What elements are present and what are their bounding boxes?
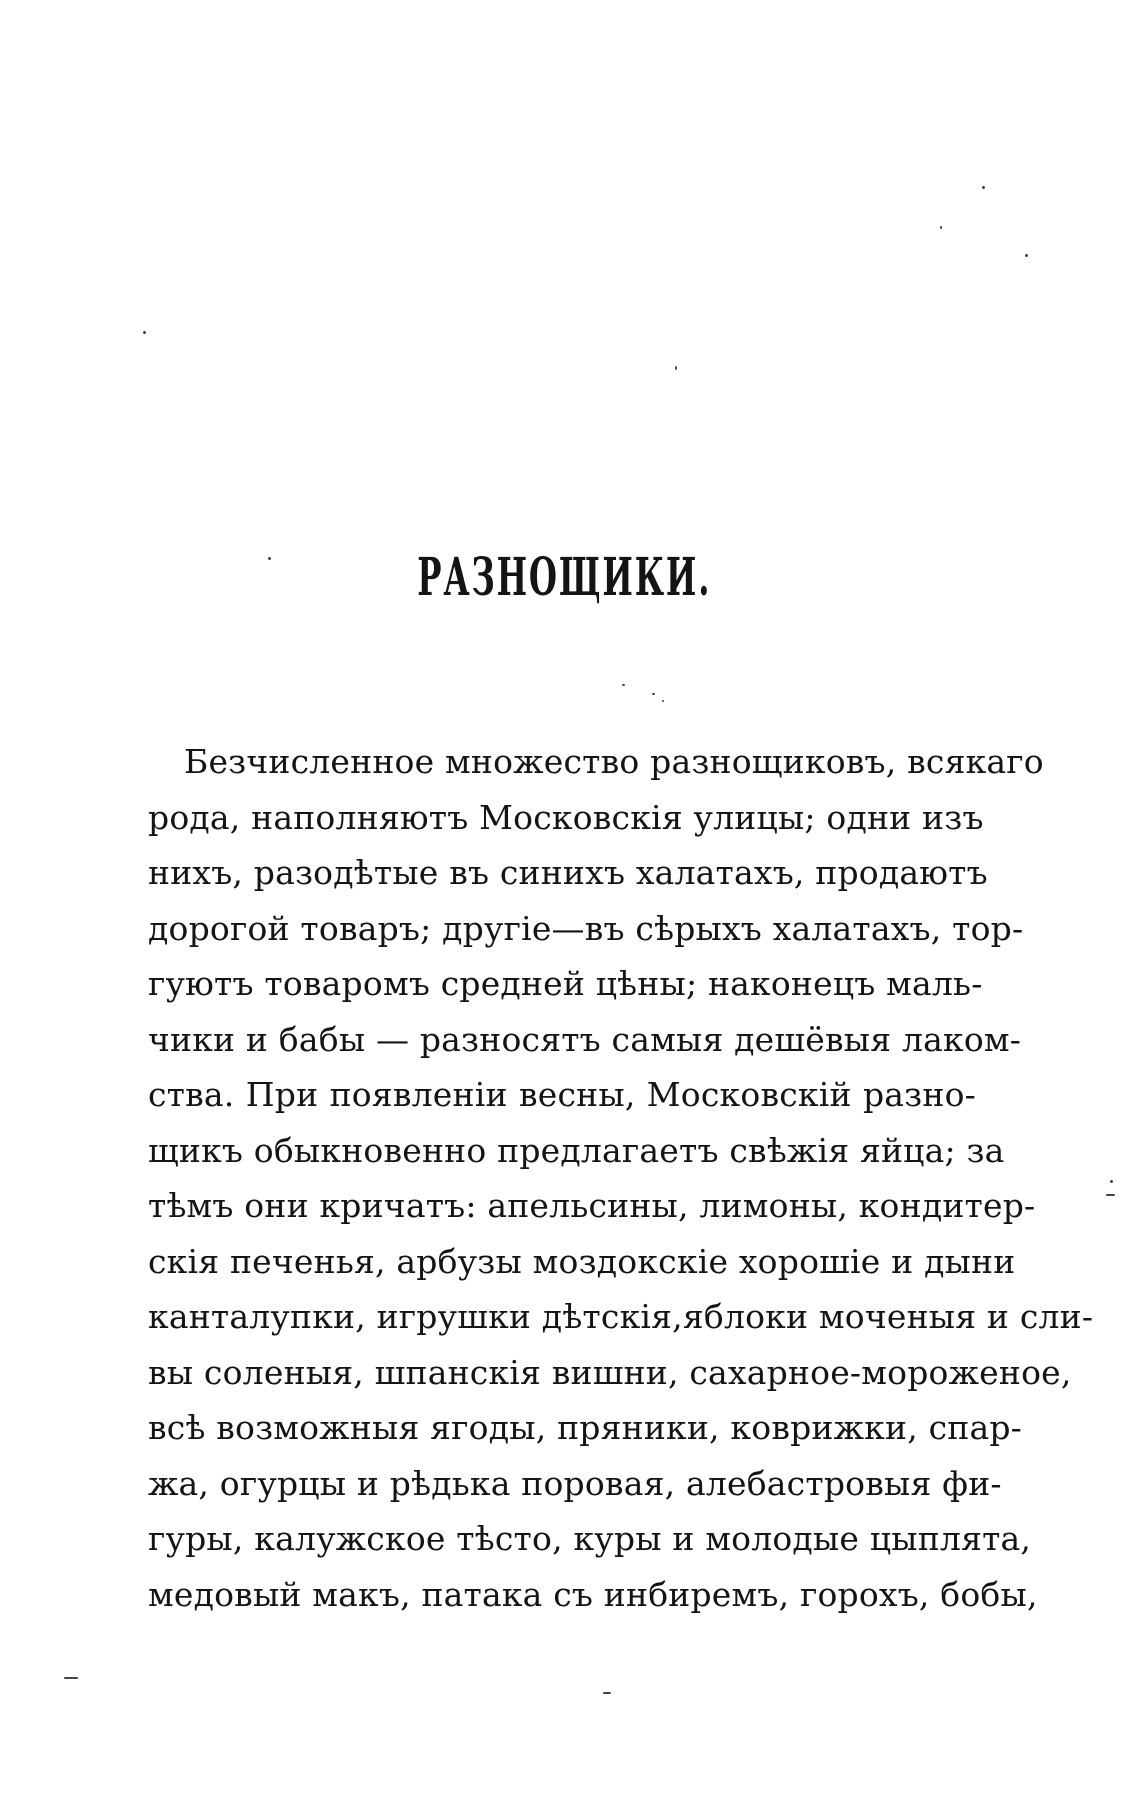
- text-line: ства. При появленіи весны, Московскій разно-: [148, 1075, 976, 1114]
- scan-speck: [675, 366, 677, 370]
- scan-speck: [662, 700, 664, 702]
- scan-speck: [268, 557, 271, 560]
- text-line: тѣмъ они кричатъ: апельсины, лимоны, кондитер-: [148, 1186, 1036, 1225]
- scan-speck: [1106, 1194, 1115, 1196]
- text-line: чики и бабы — разносятъ самыя дешёвыя лаком-: [148, 1019, 1022, 1059]
- text-line: рода, наполняютъ Московскія улицы; одни изъ: [148, 797, 984, 837]
- text-line: нихъ, разодѣтые въ синихъ халатахъ, продаютъ: [148, 853, 988, 892]
- chapter-title: РАЗНОЩИКИ.: [417, 547, 712, 608]
- text-line: всѣ возможныя ягоды, пряники, коврижки, спар-: [148, 1408, 1022, 1447]
- scan-speck: [1110, 1180, 1113, 1183]
- text-line: вы соленыя, шпанскія вишни, сахарное-мороженое,: [148, 1352, 1072, 1392]
- text-line: гуютъ товаромъ средней цѣны; наконецъ маль-: [148, 964, 983, 1003]
- text-line: гуры, калужское тѣсто, куры и молодые цыплята,: [148, 1519, 1032, 1558]
- scan-speck: [652, 693, 655, 695]
- scan-speck: [143, 331, 146, 334]
- scan-speck: [622, 684, 625, 686]
- scan-speck: [1025, 254, 1028, 257]
- text-line: канталупки, игрушки дѣтскія,яблоки моченыя и сли-: [148, 1297, 1094, 1336]
- text-line: жа, огурцы и рѣдька поровая, алебастровыя фи-: [148, 1463, 1002, 1503]
- text-line: щикъ обыкновенно предлагаетъ свѣжія яйца; за: [148, 1130, 1005, 1170]
- scan-speck: [603, 1692, 611, 1694]
- scan-speck: [940, 226, 942, 229]
- text-line: медовый макъ, патака съ инбиремъ, горохъ, бобы,: [148, 1574, 1038, 1614]
- text-line: дорогой товаръ; другіе—въ сѣрыхъ халатахъ, тор-: [148, 908, 1024, 948]
- scan-speck: [982, 186, 985, 189]
- text-line: скія печенья, арбузы моздокскіе хорошіе и дыни: [148, 1241, 1016, 1281]
- text-line: Безчисленное множество разнощиковъ, всякаго: [184, 742, 1044, 781]
- body-paragraph: [148, 734, 1094, 1622]
- scan-speck: [64, 1677, 78, 1679]
